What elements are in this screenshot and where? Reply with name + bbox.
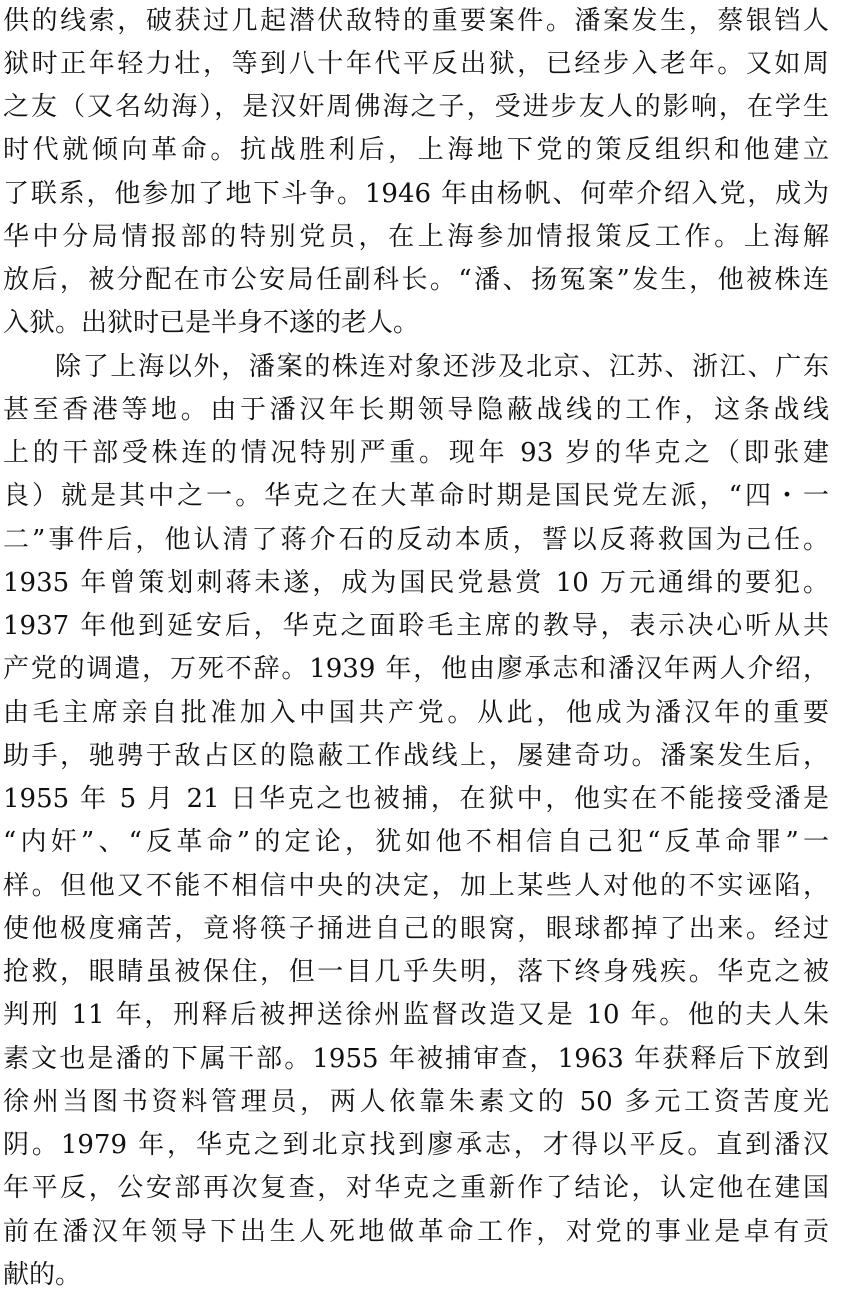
text-line: 1955 年 5 月 21 日华克之也被捕，在狱中，他实在不能接受潘是 (3, 784, 829, 814)
text-line: 之友（又名幼海），是汉奸周佛海之子，受进步友人的影响，在学生 (3, 92, 829, 122)
text-line: 徐州当图书资料管理员，两人依靠朱素文的 50 多元工资苦度光 (3, 1087, 829, 1117)
text-line: 年平反，公安部再次复查，对华克之重新作了结论，认定他在建国 (3, 1173, 829, 1203)
text-line: “内奸”、“反革命”的定论，犹如他不相信自己犯“反革命罪”一 (3, 827, 829, 857)
paragraph-first-line: 除了上海以外，潘案的株连对象还涉及北京、江苏、浙江、广东 (55, 352, 829, 382)
text-line: 阴。1979 年，华克之到北京找到廖承志，才得以平反。直到潘汉 (3, 1130, 829, 1160)
text-line: 由毛主席亲自批准加入中国共产党。从此，他成为潘汉年的重要 (3, 698, 829, 728)
text-line: 供的线索，破获过几起潜伏敌特的重要案件。潘案发生，蔡银铛人 (3, 6, 829, 36)
text-line: 样。但他又不能不相信中央的决定，加上某些人对他的不实诬陷， (3, 871, 829, 901)
text-line: 狱时正年轻力壮，等到八十年代平反出狱，已经步入老年。又如周 (3, 49, 829, 79)
text-line: 甚至香港等地。由于潘汉年长期领导隐蔽战线的工作，这条战线 (3, 395, 829, 425)
text-line: 助手，驰骋于敌占区的隐蔽工作战线上，屡建奇功。潘案发生后， (3, 741, 829, 771)
text-line: 上的干部受株连的情况特别严重。现年 93 岁的华克之（即张建 (3, 438, 829, 468)
text-line: 时代就倾向革命。抗战胜利后，上海地下党的策反组织和他建立 (3, 135, 829, 165)
text-line: 献的。 (3, 1260, 82, 1290)
text-line: 前在潘汉年领导下出生人死地做革命工作，对党的事业是卓有贡 (3, 1217, 829, 1247)
text-line: 素文也是潘的下属干部。1955 年被捕审查，1963 年获释后下放到 (3, 1044, 829, 1074)
text-line: 华中分局情报部的特别党员，在上海参加情报策反工作。上海解 (3, 222, 829, 252)
text-line: 良）就是其中之一。华克之在大革命时期是国民党左派，“四・一 (3, 481, 829, 511)
text-line: 放后，被分配在市公安局任副科长。“潘、扬冤案”发生，他被株连 (3, 265, 829, 295)
text-line: 1935 年曾策划刺蒋未遂，成为国民党悬赏 10 万元通缉的要犯。 (3, 568, 829, 598)
text-line: 判刑 11 年，刑释后被押送徐州监督改造又是 10 年。他的夫人朱 (3, 1000, 829, 1030)
text-line: 抢救，眼睛虽被保住，但一目几乎失明，落下终身残疾。华克之被 (3, 957, 829, 987)
text-line: 1937 年他到延安后，华克之面聆毛主席的教导，表示决心听从共 (3, 611, 829, 641)
text-line: 二”事件后，他认清了蒋介石的反动本质，誓以反蒋救国为己任。 (3, 525, 829, 555)
text-line: 了联系，他参加了地下斗争。1946 年由杨帆、何荦介绍入党，成为 (3, 179, 829, 209)
text-line: 使他极度痛苦，竟将筷子捅进自己的眼窝，眼球都掉了出来。经过 (3, 914, 829, 944)
text-line: 入狱。出狱时已是半身不遂的老人。 (3, 308, 420, 338)
text-line: 产党的调遣，万死不辞。1939 年，他由廖承志和潘汉年两人介绍， (3, 654, 829, 684)
